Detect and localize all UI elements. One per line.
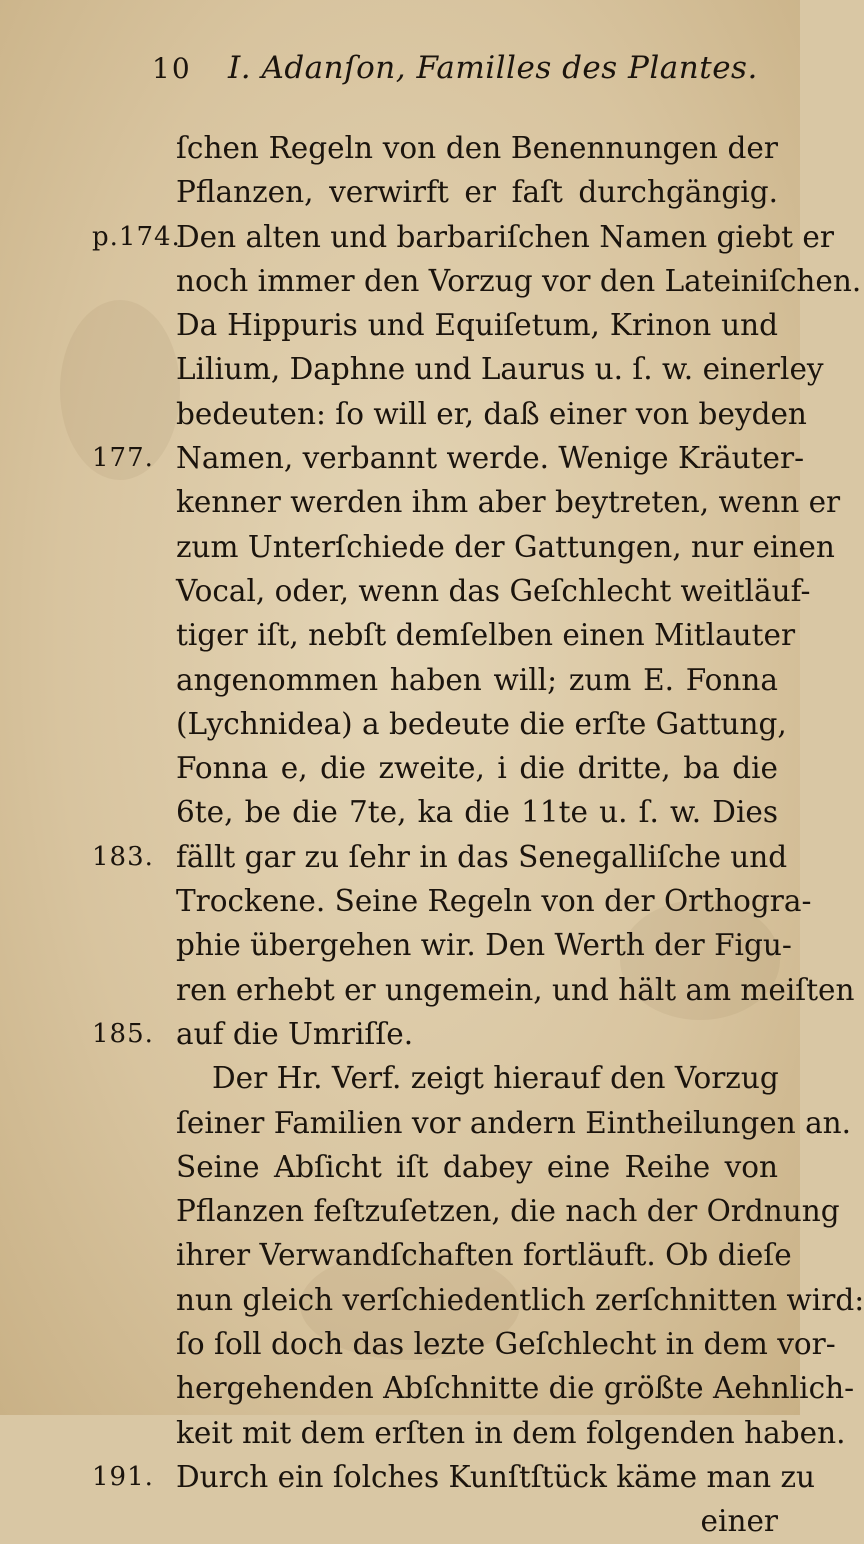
text-line — [0, 1278, 864, 1322]
line-text: (Lychnidea) a bedeute die erſte Gattung, — [176, 706, 787, 741]
body-text — [0, 126, 864, 1544]
line-text: Durch ein ſolches Kunſtſtück käme man zu — [176, 1459, 815, 1494]
text-line — [0, 347, 824, 391]
text-line — [0, 1145, 800, 1189]
text-line — [0, 126, 800, 170]
page-number: 10 — [152, 52, 192, 85]
line-text: Fonna e, die zweite, i die dritte, ba die — [176, 751, 778, 786]
text-line — [0, 569, 811, 613]
line-text: nun gleich verſchiedentlich zerſchnitten wird: — [176, 1282, 864, 1317]
line-text: angenommen haben will; zum E. Fonna — [176, 662, 778, 697]
line-text: 6te, be die 7te, ka die 11te u. ſ. w. Dies — [176, 795, 778, 830]
margin-note: 191. — [92, 1461, 154, 1492]
margin-note: 183. — [92, 841, 154, 872]
line-text: Trockene. Seine Regeln von der Orthogra- — [176, 884, 812, 919]
running-head: I. Adanſon, Familles des Plantes. — [228, 50, 758, 86]
line-text: Pflanzen feſtzuſetzen, die nach der Ordnung — [176, 1194, 840, 1229]
line-text: Lilium, Daphne und Laurus u. ſ. w. einerley — [176, 352, 824, 387]
line-text: keit mit dem erſten in dem folgenden haben. — [176, 1415, 846, 1450]
line-text: zum Unterſchiede der Gattungen, nur einen — [176, 529, 835, 564]
page-header — [0, 52, 800, 92]
text-line — [0, 613, 800, 657]
text-line — [0, 1322, 836, 1366]
text-line — [0, 525, 835, 569]
margin-note: p.174. — [92, 221, 181, 252]
line-text: auf die Umriſſe. — [176, 1016, 414, 1051]
text-line — [0, 392, 807, 436]
catchword: einer — [700, 1504, 778, 1539]
text-line — [0, 1012, 800, 1056]
text-line — [0, 1189, 840, 1233]
line-text: Seine Abſicht iſt dabey eine Reihe von — [176, 1149, 778, 1184]
text-line — [0, 835, 800, 879]
text-line — [0, 259, 862, 303]
text-line — [0, 879, 812, 923]
line-text: Da Hippuris und Equiſetum, Krinon und — [176, 308, 778, 343]
text-line — [0, 303, 800, 347]
line-text: Vocal, oder, wenn das Geſchlecht weitläuf- — [176, 573, 811, 608]
line-text: phie übergehen wir. Den Werth der Figu- — [176, 928, 792, 963]
line-text: hergehenden Abſchnitte die größte Aehnlich- — [176, 1371, 855, 1406]
line-text: Den alten und barbariſchen Namen giebt er — [176, 219, 834, 254]
text-line — [0, 746, 800, 790]
text-line — [0, 923, 800, 967]
text-line — [0, 1233, 800, 1277]
text-line — [0, 1455, 815, 1499]
line-text: ſeiner Familien vor andern Eintheilungen an. — [176, 1105, 852, 1140]
catchword-line — [0, 1499, 800, 1543]
text-line — [0, 1101, 852, 1145]
line-text: Der Hr. Verf. zeigt hierauf den Vorzug — [212, 1061, 779, 1096]
line-text: Namen, verbannt werde. Wenige Kräuter- — [176, 441, 805, 476]
line-text: tiger iſt, nebſt demſelben einen Mitlauter — [176, 618, 796, 653]
line-text: ren erhebt er ungemein, und hält am meiſten — [176, 972, 855, 1007]
line-text: bedeuten: ſo will er, daß einer von beyden — [176, 396, 807, 431]
text-line — [0, 480, 841, 524]
text-line — [0, 658, 800, 702]
text-line — [0, 702, 800, 746]
text-line — [0, 1366, 855, 1410]
text-line — [0, 215, 834, 259]
line-text: Pflanzen, verwirft er faſt durchgängig. — [176, 175, 778, 210]
line-text: fällt gar zu ſehr in das Senegalliſche und — [176, 839, 788, 874]
text-line — [0, 436, 805, 480]
line-text: ſchen Regeln von den Benennungen der — [176, 131, 778, 165]
line-text: ihrer Verwandſchaften fortläuft. Ob dieſe — [176, 1238, 792, 1273]
line-text: kenner werden ihm aber beytreten, wenn er — [176, 485, 841, 520]
line-text: ſo ſoll doch das lezte Geſchlecht in dem vor- — [176, 1327, 836, 1362]
text-line — [0, 968, 855, 1012]
margin-note: 185. — [92, 1018, 154, 1049]
text-line — [0, 790, 800, 834]
text-line — [0, 1056, 800, 1100]
margin-note: 177. — [92, 443, 154, 474]
text-line — [0, 170, 800, 214]
text-line — [0, 1411, 846, 1455]
line-text: noch immer den Vorzug vor den Lateiniſchen. — [176, 263, 862, 298]
